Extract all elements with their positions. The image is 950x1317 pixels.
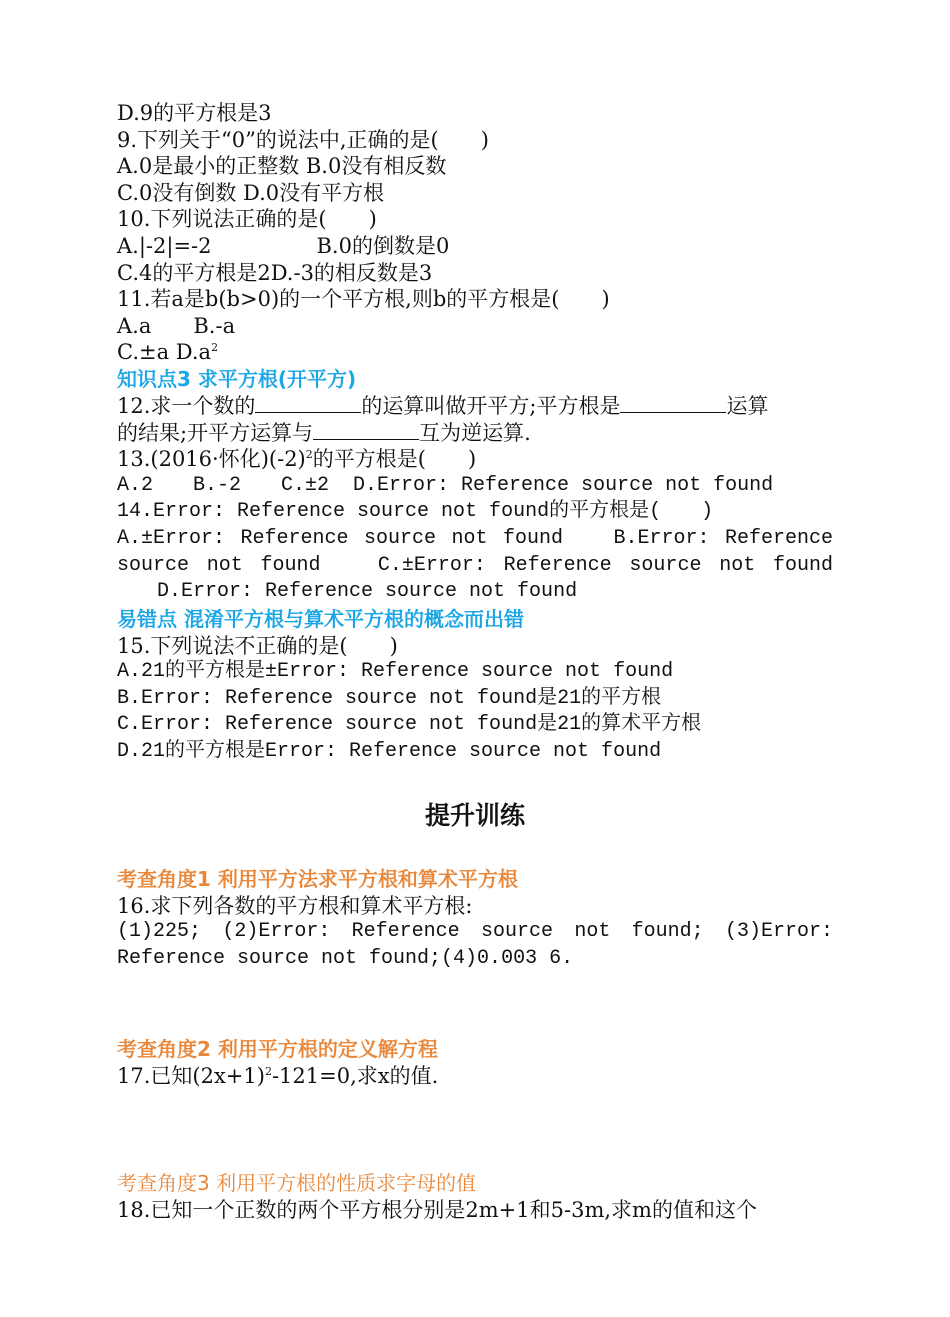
fill-blank [313,421,419,440]
text-line: D.Error: Reference source not found [117,580,578,604]
fill-blank [255,394,361,413]
text-line: A.±Error: Reference source not found B.Error: Reference [117,526,833,550]
text-span: 12.求一个数的 [117,393,256,418]
text-line: source not found C.±Error: Reference source not found [117,553,833,577]
answer-space [117,1090,833,1170]
section-title: 提升训练 [424,800,525,830]
superscript: 2 [264,1065,272,1079]
text-span: 互为逆运算. [419,420,531,445]
q11-option-c: C.±a D.a [117,340,212,365]
question-18: 18.已知一个正数的两个平方根分别是2m+1和5-3m,求m的值和这个 [117,1198,757,1223]
text-line: A.0是最小的正整数 B.0没有相反数 [117,154,447,179]
question-14: 14.Error: Reference source not found的平方根是( ) [117,500,714,524]
text-line: A.2 B.-2 C.±2 D.Error: Reference source not found [117,473,774,497]
text-line: C.0没有倒数 D.0没有平方根 [117,180,385,205]
question-17 [117,1063,833,1090]
text-line: B.Error: Reference source not found是21的平方根 [117,686,662,710]
document-page [117,100,833,1224]
superscript: 2 [305,448,313,462]
text-line: D.21的平方根是Error: Reference source not found [117,740,662,764]
text-span: 运算 [726,393,769,418]
fill-blank [620,394,726,413]
text-span: 的运算叫做开平方;平方根是 [361,393,621,418]
answer-space [117,972,833,1036]
heading-error-point: 易错点 混淆平方根与算术平方根的概念而出错 [117,606,524,631]
question-9: 9.下列关于“0”的说法中,正确的是( ) [117,127,489,152]
heading-knowledge-3: 知识点3 求平方根(开平方) [117,366,357,391]
text-line [117,339,833,366]
superscript: 2 [211,341,219,355]
text-line: (1)225; (2)Error: Reference source not found; (3)Error: [117,920,833,944]
question-16: 16.求下列各数的平方根和算术平方根: [117,893,473,918]
text-span: 17.已知(2x+1) [117,1064,265,1089]
text-line: C.Error: Reference source not found是21的算术平方根 [117,713,702,737]
question-12 [117,393,833,420]
text-span: 13.(2016·怀化)(-2) [117,447,306,472]
text-span: 的平方根是( ) [312,447,477,472]
text-line: A.a B.-a [117,313,236,338]
text-span: 的结果;开平方运算与 [117,420,314,445]
text-span: -121=0,求x的值. [271,1064,439,1089]
text-line: Reference source not found;(4)0.003 6. [117,946,574,970]
heading-angle-3: 考查角度3 利用平方根的性质求字母的值 [117,1171,477,1196]
question-10: 10.下列说法正确的是( ) [117,207,377,232]
heading-angle-2: 考查角度2 利用平方根的定义解方程 [117,1037,438,1062]
heading-angle-1: 考查角度1 利用平方法求平方根和算术平方根 [117,866,518,891]
text-line: D.9的平方根是3 [117,101,272,125]
text-line: C.4的平方根是2D.-3的相反数是3 [117,260,433,285]
question-13 [117,446,833,473]
text-line: A.|-2|=-2 B.0的倒数是0 [117,233,450,258]
text-line: A.21的平方根是±Error: Reference source not found [117,660,674,684]
question-11: 11.若a是b(b>0)的一个平方根,则b的平方根是( ) [117,287,610,312]
question-15: 15.下列说法不正确的是( ) [117,633,398,658]
text-line [117,420,833,447]
